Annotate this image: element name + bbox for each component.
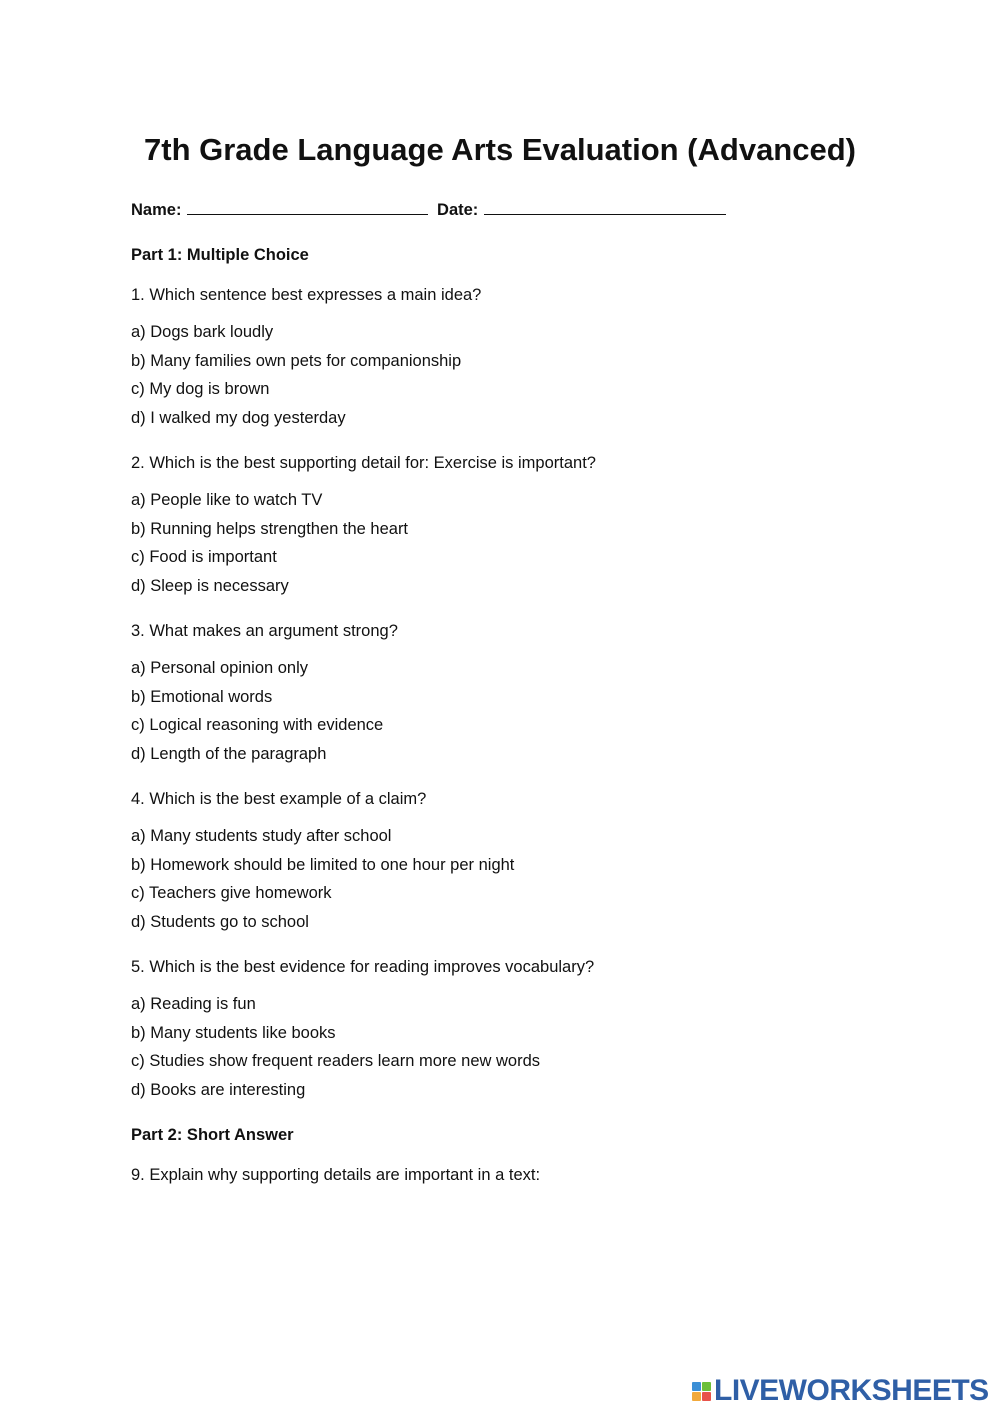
logo-square: [692, 1392, 701, 1401]
answer-option[interactable]: c) Studies show frequent readers learn more new words: [131, 1052, 541, 1070]
logo-square: [702, 1382, 711, 1391]
question-prompt: 3. What makes an argument strong?: [131, 622, 398, 640]
answer-option[interactable]: d) Sleep is necessary: [131, 577, 289, 595]
name-label: Name:: [131, 201, 182, 219]
name-field[interactable]: [187, 200, 428, 215]
logo-square: [692, 1382, 701, 1391]
answer-option[interactable]: d) Books are interesting: [131, 1081, 306, 1099]
answer-option[interactable]: b) Many students like books: [131, 1024, 336, 1042]
answer-option[interactable]: c) Food is important: [131, 548, 277, 566]
date-field[interactable]: [484, 200, 726, 215]
answer-option[interactable]: d) I walked my dog yesterday: [131, 409, 346, 427]
part2-heading: Part 2: Short Answer: [131, 1126, 294, 1144]
logo-mark-icon: [692, 1382, 711, 1401]
question-prompt: 2. Which is the best supporting detail for: Exercise is important?: [131, 454, 596, 472]
answer-option[interactable]: d) Students go to school: [131, 913, 309, 931]
answer-option[interactable]: c) My dog is brown: [131, 380, 270, 398]
answer-option[interactable]: b) Homework should be limited to one hour per night: [131, 856, 515, 874]
answer-option[interactable]: b) Emotional words: [131, 688, 273, 706]
answer-option[interactable]: a) Personal opinion only: [131, 659, 309, 677]
answer-option[interactable]: c) Teachers give homework: [131, 884, 332, 902]
date-label: Date:: [437, 201, 479, 219]
part1-heading: Part 1: Multiple Choice: [131, 246, 309, 264]
answer-option[interactable]: b) Running helps strengthen the heart: [131, 520, 409, 538]
page-title: 7th Grade Language Arts Evaluation (Advanced): [144, 132, 856, 167]
answer-option[interactable]: a) Many students study after school: [131, 827, 392, 845]
question-prompt: 5. Which is the best evidence for reading improves vocabulary?: [131, 958, 595, 976]
answer-option[interactable]: a) Dogs bark loudly: [131, 323, 274, 341]
answer-option[interactable]: c) Logical reasoning with evidence: [131, 716, 384, 734]
question-prompt: 9. Explain why supporting details are important in a text:: [131, 1166, 541, 1184]
answer-option[interactable]: b) Many families own pets for companionship: [131, 352, 462, 370]
logo-text: LIVEWORKSHEETS: [714, 1374, 989, 1407]
question-prompt: 4. Which is the best example of a claim?: [131, 790, 427, 808]
liveworksheets-logo: [692, 1375, 989, 1407]
answer-option[interactable]: d) Length of the paragraph: [131, 745, 327, 763]
name-date-row: [131, 200, 726, 220]
logo-square: [702, 1392, 711, 1401]
question-prompt: 1. Which sentence best expresses a main idea?: [131, 286, 482, 304]
answer-option[interactable]: a) People like to watch TV: [131, 491, 323, 509]
answer-option[interactable]: a) Reading is fun: [131, 995, 256, 1013]
